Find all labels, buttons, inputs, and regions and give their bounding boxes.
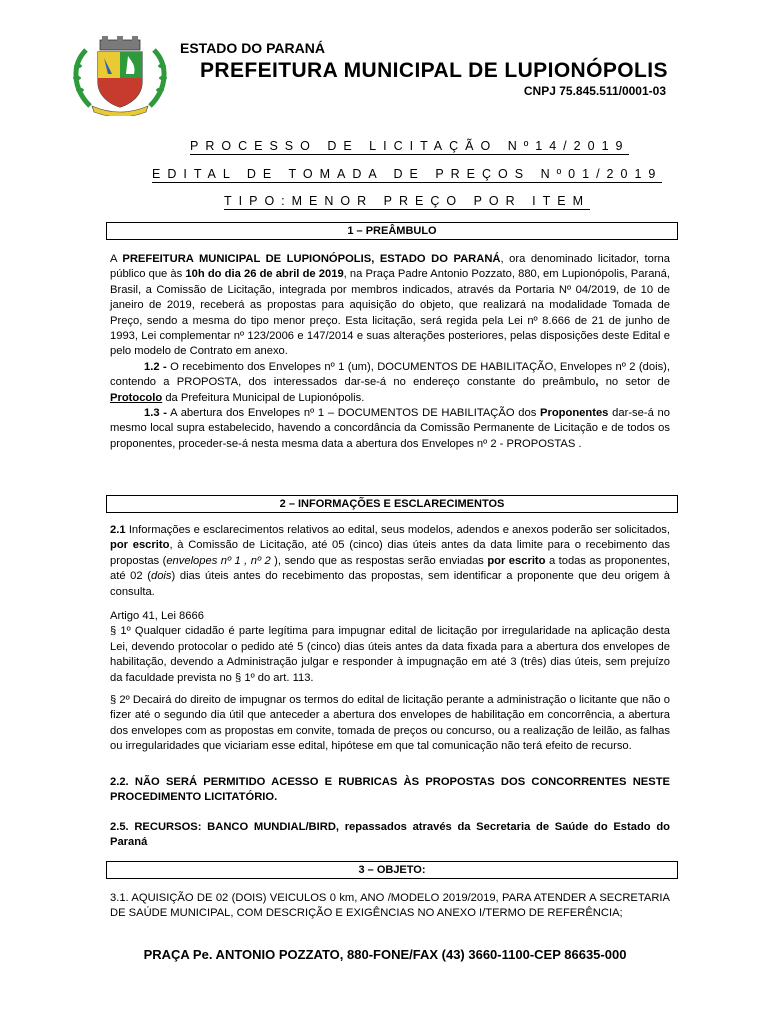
tipo-title: TIPO:MENOR PREÇO POR ITEM: [224, 194, 590, 208]
section-informacoes-heading: 2 – INFORMAÇÕES E ESCLARECIMENTOS: [106, 495, 678, 513]
clause-1-3: 1.3 - A abertura dos Envelopes nº 1 – DOCUMENTOS DE HABILITAÇÃO dos Proponentes dar-se-á no mesmo local supra estabelecido, havendo a concordância da Comissão Permanente de Licitação e de todos os proponentes, proceder-se-á nesta mesma data a abertura dos Envelopes nº 2 - PROPOSTAS .: [110, 407, 670, 450]
section-objeto-heading: 3 – OBJETO:: [106, 861, 678, 879]
edital-title: EDITAL DE TOMADA DE PREÇOS Nº01/2019: [152, 167, 663, 181]
coat-of-arms-icon: [68, 36, 172, 116]
footer-address: PRAÇA Pe. ANTONIO POZZATO, 880-FONE/FAX (43) 3660-1100-CEP 86635-000: [143, 947, 627, 962]
clause-2-2: 2.2. NÃO SERÁ PERMITIDO ACESSO E RUBRICAS ÀS PROPOSTAS DOS CONCORRENTES NESTE PROCEDIMENTO LICITATÓRIO.: [110, 776, 670, 804]
artigo-41-block: [110, 609, 670, 755]
paragrafo-1: § 1º Qualquer cidadão é parte legítima para impugnar edital de licitação por irregularidade na aplicação desta Lei, devendo protocolar o pedido até 5 (cinco) dias úteis antes da data fixada para a abertura dos envelopes de habilitação, devendo a Administração julgar e responder à impugnação em até 3 (três) dias úteis, sem prejuízo da faculdade prevista no § 1º do art. 113.: [110, 625, 670, 684]
clause-2-1: 2.1 Informações e esclarecimentos relativos ao edital, seus modelos, adendos e anexos poderão ser solicitados, por escrito, à Comissão de Licitação, até 05 (cinco) dias úteis antes da data limite para o recebimento das propostas (envelopes nº 1 , nº 2 ), sendo que as respostas serão enviadas por escrito a todas as proponentes, até 02 (dois) dias úteis antes do recebimento das propostas, sem identificar a proponente que deu origem à consulta.: [110, 524, 670, 598]
processo-title: PROCESSO DE LICITAÇÃO Nº14/2019: [190, 139, 630, 153]
preambulo-paragraph: A PREFEITURA MUNICIPAL DE LUPIONÓPOLIS, ESTADO DO PARANÁ, ora denominado licitador, torna público que às 10h do dia 26 de abril de 2019, na Praça Padre Antonio Pozzato, 880, em Lupionópolis, Paraná, Brasil, a Comissão de Licitação, integrada por membros indicados, através da Portaria Nº 04/2019, de 10 de janeiro de 2019, receberá as propostas para aquisição do objeto, que realizará na modalidade Tomada de Preço, sendo a mesma do tipo menor preço. Esta licitação, será regida pela Lei nº 8.666 de 21 de junho de 1993, Lei complementar nº 123/2006 e 147/2014 e suas alterações posteriores, pelas disposições deste Edital e pelo modelo de Contrato em anexo.: [110, 253, 671, 358]
section-preambulo-heading: 1 – PREÂMBULO: [106, 222, 678, 240]
clause-2-5: 2.5. RECURSOS: BANCO MUNDIAL/BIRD, repassados através da Secretaria de Saúde do Estado do Paraná: [110, 821, 670, 849]
clause-3-1: 3.1. AQUISIÇÃO DE 02 (DOIS) VEICULOS 0 km, ANO /MODELO 2019/2019, PARA ATENDER A SECRETARIA DE SAÚDE MUNICIPAL, COM DESCRIÇÃO E EXIGÊNCIAS NO ANEXO I/TERMO DE REFERÊNCIA;: [110, 892, 670, 920]
state-name: ESTADO DO PARANÁ: [180, 40, 325, 56]
clause-1-2: 1.2 - O recebimento dos Envelopes nº 1 (um), DOCUMENTOS DE HABILITAÇÃO, Envelopes nº 2 (dois), contendo a PROPOSTA, dos interessados dar-se-á no endereço constante do preâmbulo, no setor de Protocolo da Prefeitura Municipal de Lupionópolis.: [110, 360, 670, 404]
cnpj-number: CNPJ 75.845.511/0001-03: [523, 84, 666, 98]
prefeitura-title: PREFEITURA MUNICIPAL DE LUPIONÓPOLIS: [200, 59, 668, 82]
preambulo-body: [110, 252, 670, 452]
paragrafo-2: § 2º Decairá do direito de impugnar os termos do edital de licitação perante a administração o licitante que não o fizer até o segundo dia útil que anteceder a abertura dos envelopes de habilitação em concorrência, a abertura dos envelopes com as propostas em convite, tomada de preços ou concurso, ou a realização de leilão, as falhas ou irregularidades que viciariam esse edital, hipótese em que tal comunicação não terá efeito de recurso.: [110, 694, 670, 753]
artigo-reference: Artigo 41, Lei 8666: [110, 610, 204, 622]
